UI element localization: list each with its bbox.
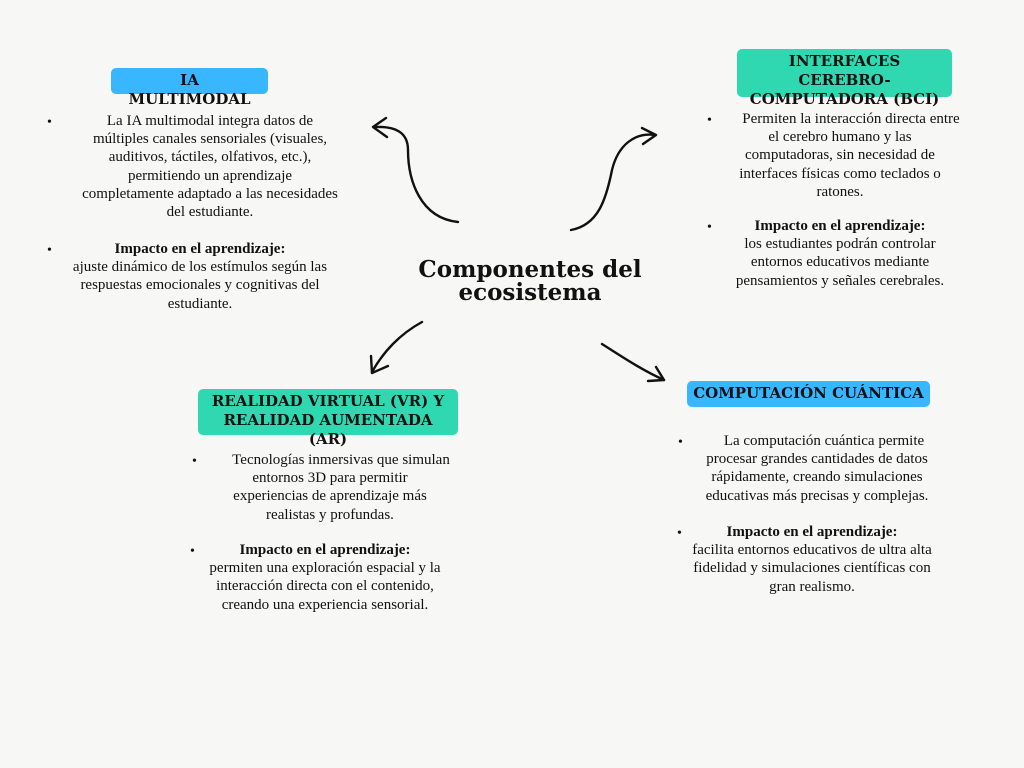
bci-line-2: el cerebro humano y las	[768, 129, 912, 146]
vr-line-4: realistas y profundas.	[266, 506, 394, 523]
qc-impact	[667, 523, 957, 596]
bci-impact-line-2: entornos educativos mediante	[750, 254, 930, 271]
ia-line-2: múltiples canales sensoriales (visuales,	[92, 131, 328, 148]
qc-heading-tag	[687, 381, 930, 407]
ia-bullet-1: •	[47, 115, 52, 130]
vr-line-3: experiencias de aprendizaje más	[233, 488, 427, 505]
bci-impact-line-1: los estudiantes podrán controlar	[744, 236, 936, 253]
vr-heading-tag	[198, 389, 458, 448]
ia-line-5: completamente adaptado a las necesidades	[82, 185, 338, 202]
vr-impact-title: Impacto en el aprendizaje:	[239, 542, 411, 558]
arrow-to-ia	[374, 127, 458, 222]
arrow-to-qc	[602, 344, 664, 380]
vr-impact-line-2: interacción directa con el contenido,	[216, 578, 434, 595]
ia-bullet-2: •	[47, 243, 52, 258]
bci-line-5: ratones.	[816, 183, 864, 200]
vr-bullet-2: •	[190, 544, 195, 559]
arrow-to-bci	[571, 135, 655, 230]
bci-line-3: computadoras, sin necesidad de	[745, 147, 935, 164]
vr-line-1: Tecnologías inmersivas que simulan	[232, 452, 450, 468]
bci-line-4: interfaces físicas como teclados o	[739, 165, 941, 182]
ia-line-3: auditivos, táctiles, olfativos, etc.),	[108, 149, 312, 166]
qc-line-3: rápidamente, creando simulaciones	[711, 469, 923, 486]
ia-heading-tag	[111, 68, 268, 108]
ia-description	[45, 112, 375, 221]
qc-impact-line-1: facilita entornos educativos de ultra alta	[692, 542, 932, 559]
bci-heading-tag	[737, 49, 952, 108]
central-title-line-2: ecosistema	[458, 279, 602, 306]
vr-description	[190, 451, 470, 524]
qc-impact-line-3: gran realismo.	[769, 578, 855, 595]
bci-heading-line-2: COMPUTADORA (BCI)	[749, 90, 940, 108]
qc-bullet-1: •	[678, 435, 683, 450]
vr-impact-line-1: permiten una exploración espacial y la	[209, 560, 441, 577]
qc-description	[672, 432, 962, 505]
bci-bullet-2: •	[707, 220, 712, 235]
central-title	[410, 258, 650, 304]
arrow-to-vr	[372, 322, 422, 372]
bci-line-1: Permiten la interacción directa entre	[742, 111, 960, 127]
bci-impact-line-3: pensamientos y señales cerebrales.	[735, 272, 945, 289]
ia-line-1: La IA multimodal integra datos de	[106, 113, 314, 129]
vr-bullet-1: •	[192, 454, 197, 469]
ia-line-6: del estudiante.	[166, 204, 254, 221]
vr-heading-line-2: REALIDAD AUMENTADA (AR)	[223, 411, 433, 448]
ia-impact	[45, 240, 355, 313]
qc-impact-title: Impacto en el aprendizaje:	[726, 524, 898, 540]
ia-impact-line-1: ajuste dinámico de los estímulos según las	[72, 259, 328, 276]
bci-description	[705, 110, 975, 201]
bci-heading-line-1: INTERFACES CEREBRO-	[788, 52, 901, 89]
vr-impact-line-3: creando una experiencia sensorial.	[221, 596, 429, 613]
qc-line-1: La computación cuántica permite	[723, 433, 925, 449]
qc-heading: COMPUTACIÓN CUÁNTICA	[693, 384, 924, 402]
central-title-line-1: Componentes del	[418, 256, 642, 283]
vr-heading-line-1: REALIDAD VIRTUAL (VR) Y	[211, 392, 445, 410]
qc-impact-line-2: fidelidad y simulaciones científicas con	[693, 560, 931, 577]
vr-impact	[185, 541, 465, 614]
ia-impact-title: Impacto en el aprendizaje:	[114, 241, 286, 257]
qc-bullet-2: •	[677, 526, 682, 541]
ia-heading: IA MULTIMODAL	[128, 71, 251, 108]
bci-impact	[705, 217, 975, 290]
qc-line-2: procesar grandes cantidades de datos	[706, 451, 928, 468]
ia-impact-line-2: respuestas emocionales y cognitivas del	[80, 277, 320, 294]
qc-line-4: educativas más precisas y complejas.	[705, 487, 929, 504]
ia-line-4: permitiendo un aprendizaje	[127, 167, 293, 184]
ia-impact-line-3: estudiante.	[167, 295, 233, 312]
bci-bullet-1: •	[707, 113, 712, 128]
bci-impact-title: Impacto en el aprendizaje:	[754, 218, 926, 234]
vr-line-2: entornos 3D para permitir	[252, 470, 408, 487]
